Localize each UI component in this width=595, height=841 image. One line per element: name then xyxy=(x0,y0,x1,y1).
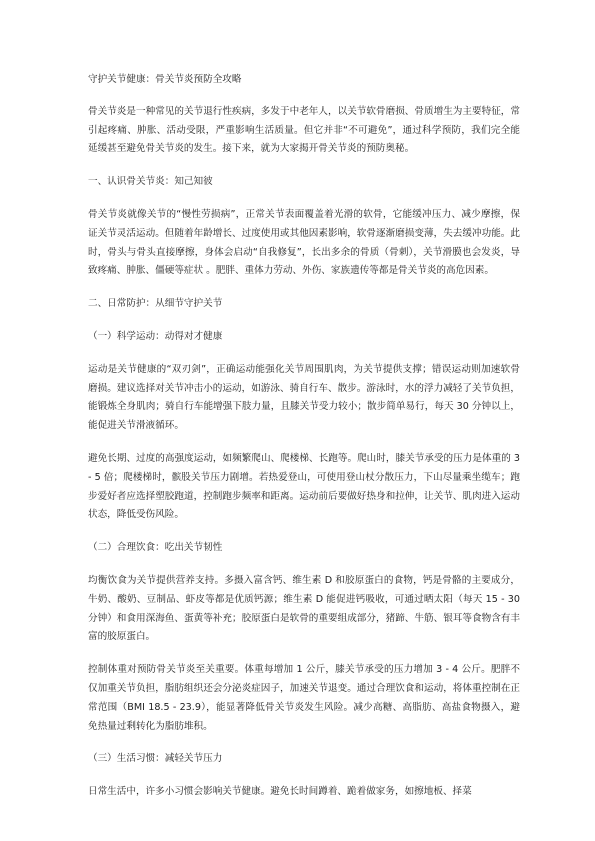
subsection-heading-exercise: （一）科学运动：动得对才健康 xyxy=(88,330,223,342)
subsection-heading-habits: （三）生活习惯：减轻关节压力 xyxy=(88,753,223,765)
habits-paragraph-1: 日常生活中，许多小习惯会影响关节健康。避免长时间蹲着、跪着做家务，如擦地板、择菜 xyxy=(88,786,472,798)
section-paragraph-understanding: 骨关节炎就像关节的“慢性劳损病”，正常关节表面覆盖着光滑的软骨，它能缓冲压力、减少摩擦，保证关节灵活运动。但随着年龄增长、过度使用或其他因素影响，软骨逐渐磨损变薄，失去缓冲功能。此时，骨头与骨头直接摩擦，身体会启动“自我修复”，长出多余的骨质（骨刺），关节滑膜也会发炎，导致疼痛、肿胀、僵硬等症状 。肥胖、重体力劳动、外伤、家族遗传等都是骨关节炎的高危因素。 xyxy=(88,208,520,277)
subsection-heading-diet: （二）合理饮食：吃出关节韧性 xyxy=(88,542,223,554)
exercise-paragraph-1: 运动是关节健康的“双刃剑”，正确运动能强化关节周围肌肉，为关节提供支撑；错误运动则加速软骨磨损。建议选择对关节冲击小的运动，如游泳、骑自行车、散步。游泳时，水的浮力减轻了关节负担，能锻炼全身肌肉；骑自行车能增强下肢力量，且膝关节受力较小；散步简单易行，每天 30 分钟以上，能促进关节滑液循环。 xyxy=(88,363,520,432)
document-title: 守护关节健康：骨关节炎预防全攻略 xyxy=(88,74,242,85)
intro-paragraph: 骨关节炎是一种常见的关节退行性疾病，多发于中老年人，以关节软骨磨损、骨质增生为主要特征，常引起疼痛、肿胀、活动受限，严重影响生活质量。但它并非“不可避免”，通过科学预防，我们完全能延缓甚至避免骨关节炎的发生。接下来，就为大家揭开骨关节炎的预防奥秘。 xyxy=(88,105,520,155)
section-heading-daily-protection: 二、日常防护：从细节守护关节 xyxy=(88,298,223,310)
document-page xyxy=(88,71,520,802)
exercise-paragraph-2: 避免长期、过度的高强度运动，如频繁爬山、爬楼梯、长跑等。爬山时，膝关节承受的压力是体重的 3 - 5 倍；爬楼梯时，髌股关节压力剧增。若热爱登山，可使用登山杖分散压力，下山尽量乘坐缆车；跑步爱好者应选择塑胶跑道，控制跑步频率和距离。运动前后要做好热身和拉伸，让关节、肌肉进入运动状态，降低受伤风险。 xyxy=(88,452,520,521)
diet-paragraph-2: 控制体重对预防骨关节炎至关重要。体重每增加 1 公斤，膝关节承受的压力增加 3 - 4 公斤。肥胖不仅加重关节负担，脂肪组织还会分泌炎症因子，加速关节退变。通过合理饮食和运动，将体重控制在正常范围（BMI 18.5 - 23.9），能显著降低骨关节炎发生风险。减少高糖、高脂肪、高盐食物摄入，避免热量过剩转化为脂肪堆积。 xyxy=(88,664,520,732)
section-heading-understanding: 一、认识骨关节炎：知己知彼 xyxy=(88,176,213,188)
diet-paragraph-1: 均衡饮食为关节提供营养支持。多摄入富含钙、维生素 D 和胶原蛋白的食物，钙是骨骼的主要成分，牛奶、酸奶、豆制品、虾皮等都是优质钙源；维生素 D 能促进钙吸收，可通过晒太阳（每天 15 - 30 分钟）和食用深海鱼、蛋黄等补充；胶原蛋白是软骨的重要组成部分，猪蹄、牛筋、银耳等食物含有丰富的胶原蛋白。 xyxy=(88,574,520,643)
